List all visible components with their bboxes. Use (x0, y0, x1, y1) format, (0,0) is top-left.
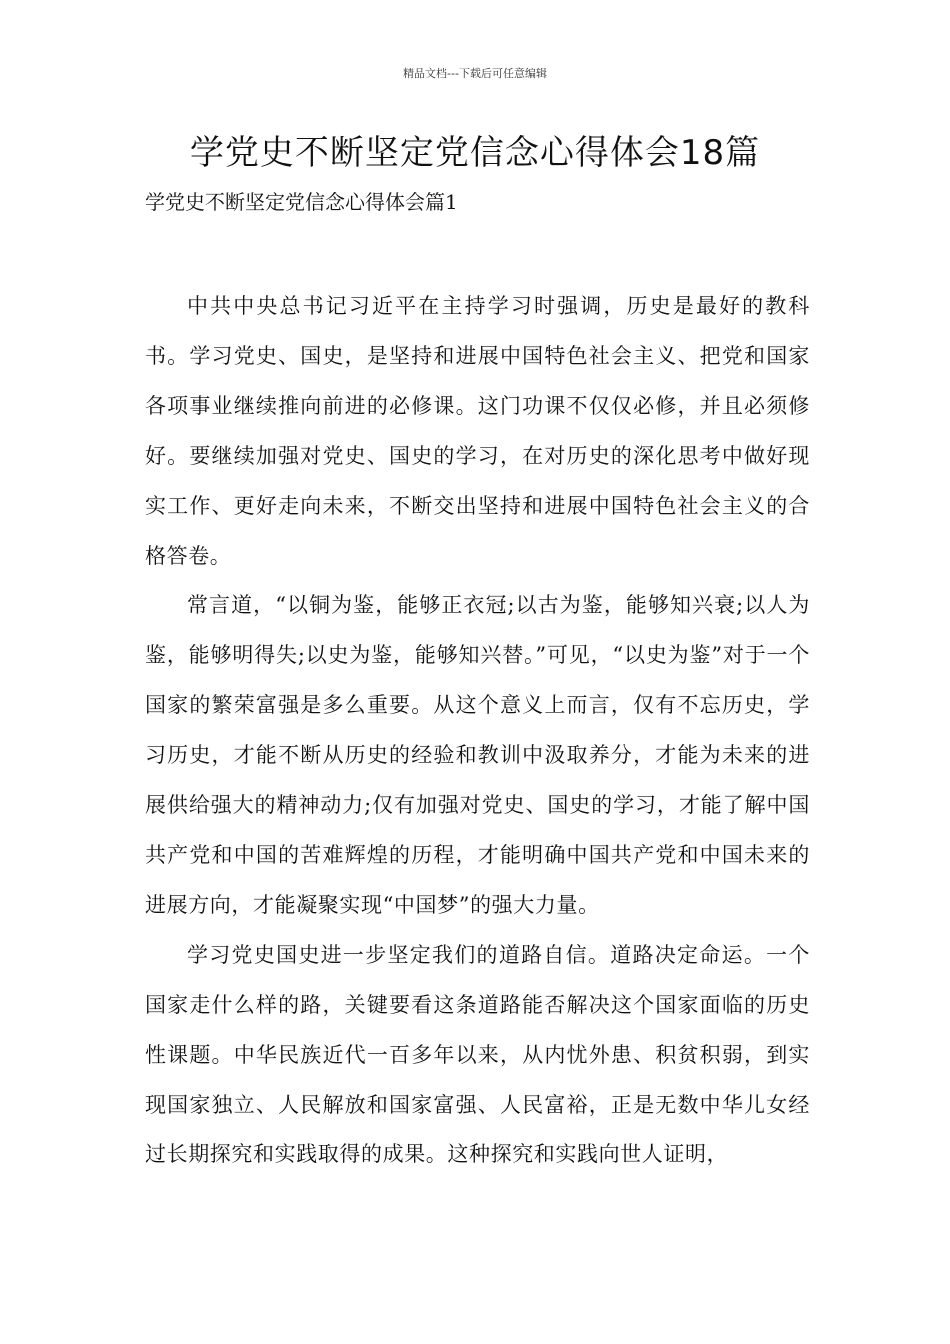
header-watermark: 精品文档---下载后可任意编辑 (403, 67, 547, 80)
document-body (145, 282, 810, 1180)
document-title: 学党史不断坚定党信念心得体会18篇 (189, 133, 761, 173)
section-heading: 学党史不断坚定党信念心得体会篇1 (145, 190, 458, 214)
paragraph-1: 中共中央总书记习近平在主持学习时强调，历史是最好的教科书。学习党史、国史，是坚持和进展中国特色社会主义、把党和国家各项事业继续推向前进的必修课。这门功课不仅仅必修，并且必须修好。要继续加强对党史、国史的学习，在对历史的深化思考中做好现实工作、更好走向未来，不断交出坚持和进展中国特色社会主义的合格答卷。 (145, 294, 810, 568)
paragraph-3: 学习党史国史进一步坚定我们的道路自信。道路决定命运。一个国家走什么样的路，关键要看这条道路能否解决这个国家面临的历史性课题。中华民族近代一百多年以来，从内忧外患、积贫积弱，到实现国家独立、人民解放和国家富强、人民富裕，正是无数中华儿女经过长期探究和实践取得的成果。这种探究和实践向世人证明， (145, 942, 810, 1167)
paragraph-2: 常言道，“以铜为鉴，能够正衣冠;以古为鉴，能够知兴衰;以人为鉴，能够明得失;以史为鉴，能够知兴替。”可见，“以史为鉴”对于一个国家的繁荣富强是多么重要。从这个意义上而言，仅有不忘历史，学习历史，才能不断从历史的经验和教训中汲取养分，才能为未来的进展供给强大的精神动力;仅有加强对党史、国史的学习，才能了解中国共产党和中国的苦难辉煌的历程，才能明确中国共产党和中国未来的进展方向，才能凝聚实现“中国梦”的强大力量。 (145, 593, 810, 917)
